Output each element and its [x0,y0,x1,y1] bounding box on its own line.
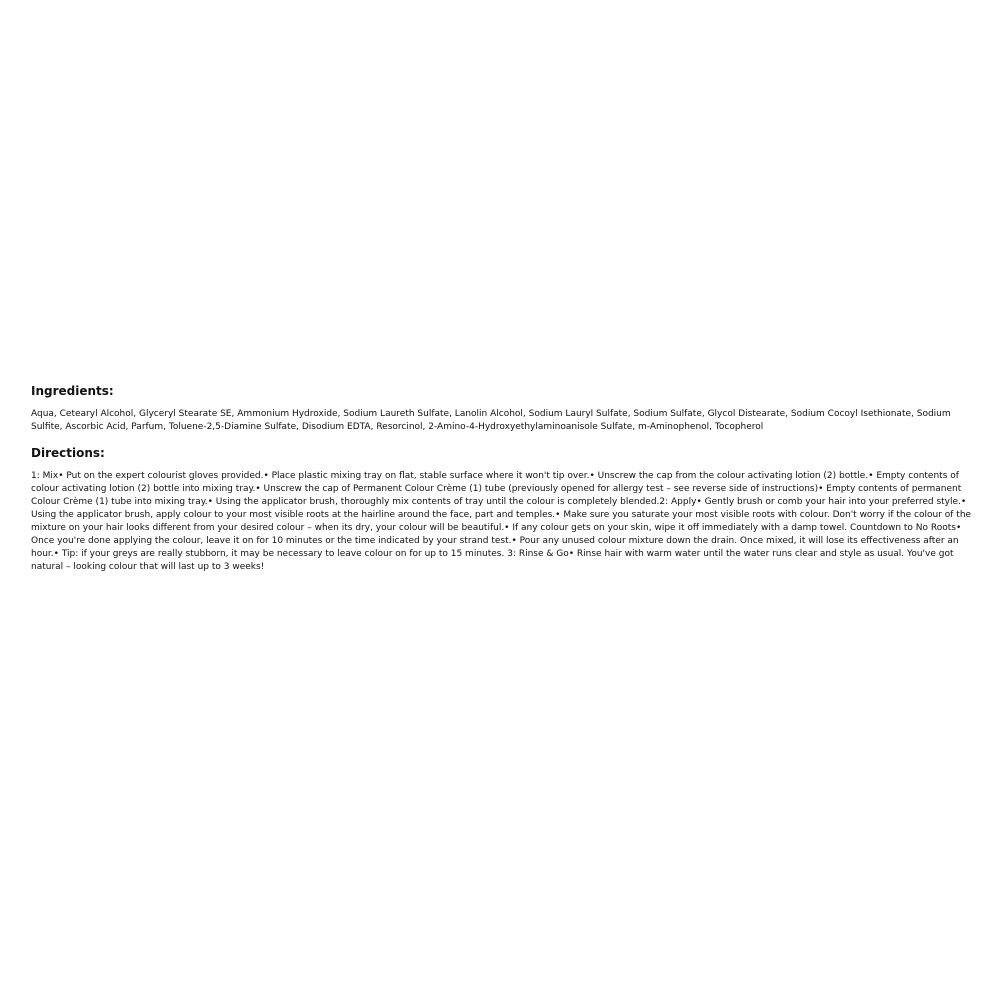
directions-heading: Directions: [31,446,105,460]
ingredients-section [31,383,981,434]
ingredients-heading: Ingredients: [31,384,114,398]
ingredients-text: Aqua, Cetearyl Alcohol, Glyceryl Stearate SE, Ammonium Hydroxide, Sodium Laureth Sulfate, Lanolin Alcohol, Sodium Lauryl Sulfate, Sodium Sulfate, Glycol Distearate, Sodium Cocoyl Isethionate, Sodium Sulfite, Ascorbic Acid, Parfum, Toluene-2,5-Diamine Sulfate, Disodium EDTA, Resorcinol, 2-Amino-4-Hydroxyethylaminoanisole Sulfate, m-Aminophenol, Tocopherol [31,409,951,432]
directions-text: 1: Mix• Put on the expert colourist gloves provided.• Place plastic mixing tray on flat, stable surface where it won't tip over.• Unscrew the cap from the colour activating lotion (2) bottle.• Empty contents of colour activating lotion (2) bottle into mixing tray.• Unscrew the cap of Permanent Colour Crème (1) tube (previously opened for allergy test – see reverse side of instructions)• Empty contents of permanent Colour Crème (1) tube into mixing tray.• Using the applicator brush, thoroughly mix contents of tray until the colour is completely blended.2: Apply• Gently brush or comb your hair into your preferred style.• Using the applicator brush, apply colour to your most visible roots at the hairline around the face, part and temples.• Make sure you saturate your most visible roots with colour. Don't worry if the colour of the mixture on your hair looks different from your desired colour – when its dry, your colour will be beautiful.• If any colour gets on your skin, wipe it off immediately with a damp towel. Countdown to No Roots• Once you're done applying the colour, leave it on for 10 minutes or the time indicated by your strand test.• Pour any unused colour mixture down the drain. Once mixed, it will lose its effectiveness after an hour.• Tip: if your greys are really stubborn, it may be necessary to leave colour on for up to 15 minutes. 3: Rinse & Go• Rinse hair with warm water until the water runs clear and style as usual. You've got natural – looking colour that will last up to 3 weeks! [31,471,972,572]
directions-section [31,445,981,574]
product-info [31,383,981,574]
